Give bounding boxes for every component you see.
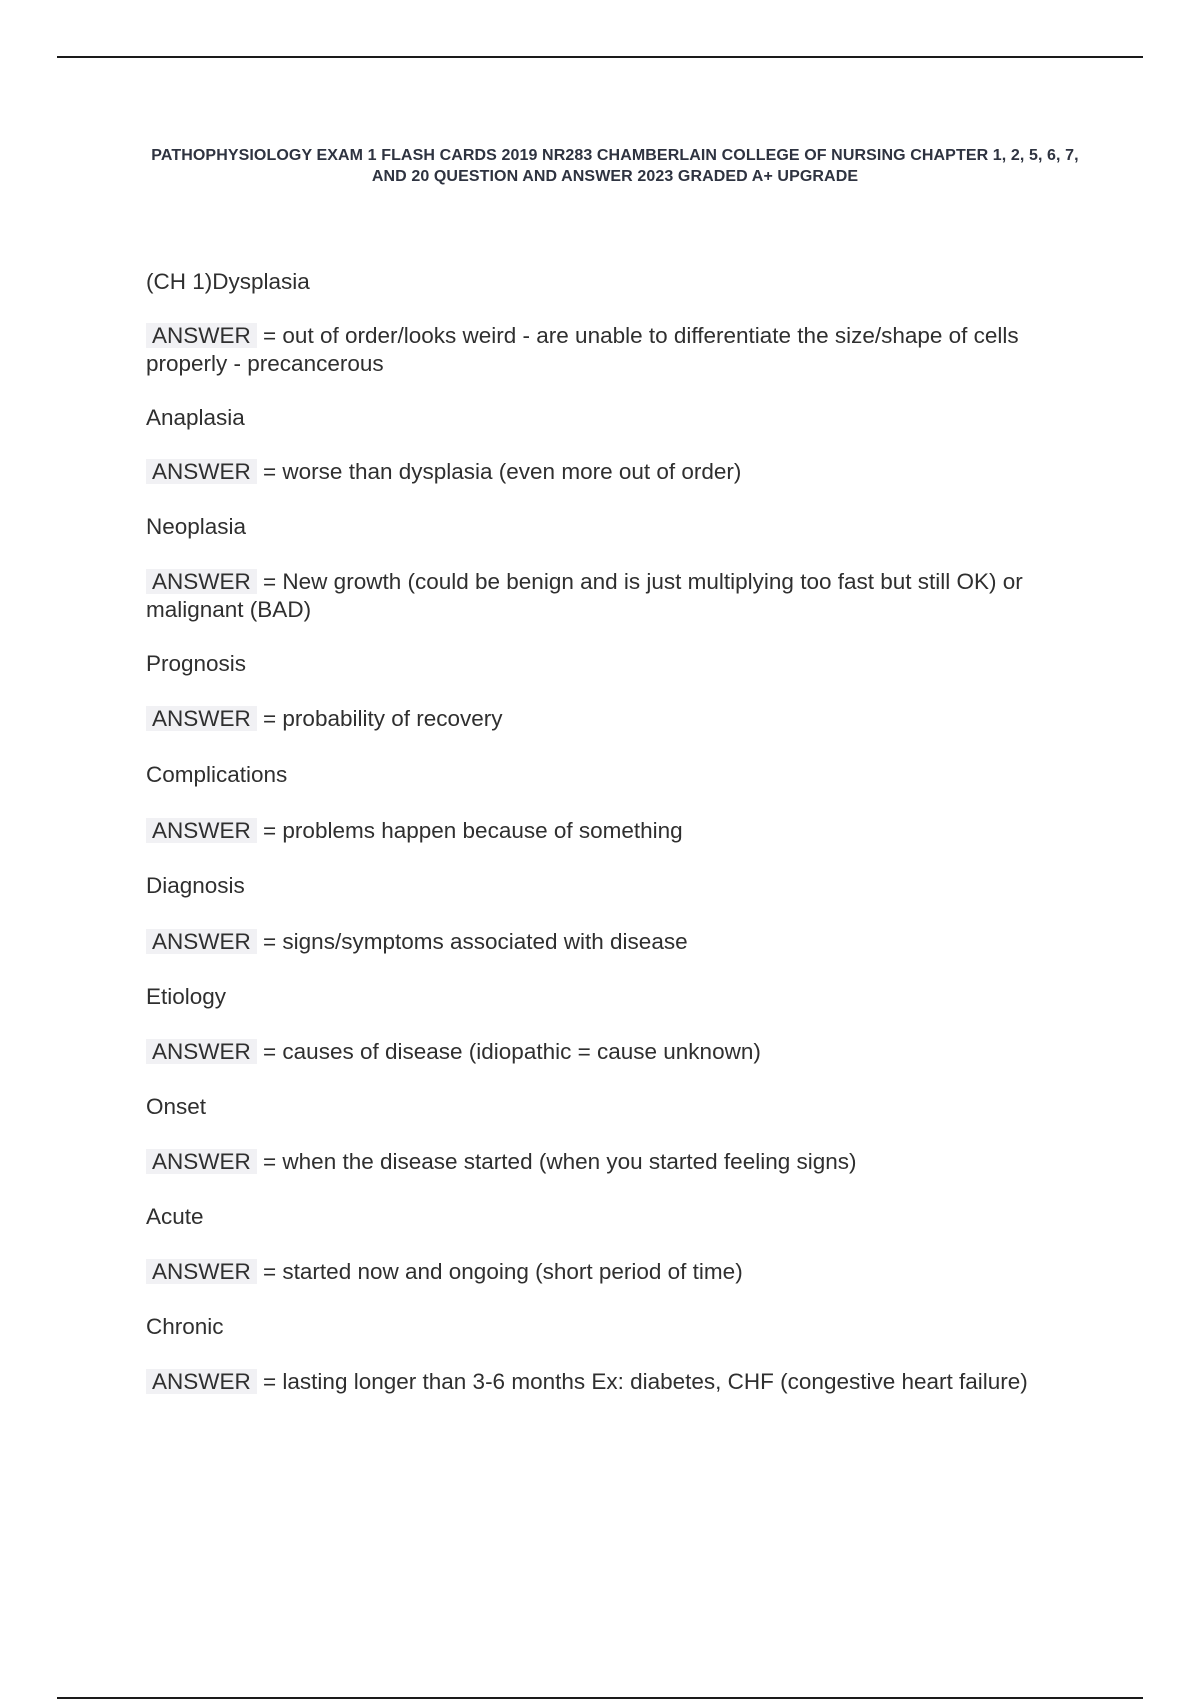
answer-label: ANSWER bbox=[146, 706, 257, 731]
card-term: Anaplasia bbox=[146, 405, 245, 430]
answer-label: ANSWER bbox=[146, 1039, 257, 1064]
card-term: Chronic bbox=[146, 1314, 224, 1339]
card-term: Complications bbox=[146, 762, 288, 787]
answer-label: ANSWER bbox=[146, 323, 257, 348]
card-term: Etiology bbox=[146, 984, 227, 1009]
card-answer-text: = out of order/looks weird - are unable to differentiate the size/shape of cells properly - precancerous bbox=[146, 323, 1019, 376]
card-answer bbox=[146, 705, 1096, 733]
card-answer bbox=[146, 817, 1096, 845]
card-answer-text: = causes of disease (idiopathic = cause unknown) bbox=[263, 1039, 761, 1064]
answer-label: ANSWER bbox=[146, 818, 257, 843]
card-answer bbox=[146, 322, 1096, 378]
card-term: Onset bbox=[146, 1094, 207, 1119]
card-term: Neoplasia bbox=[146, 514, 247, 539]
flash-card-list bbox=[146, 268, 1096, 1396]
answer-label: ANSWER bbox=[146, 929, 257, 954]
card-answer-text: = signs/symptoms associated with disease bbox=[263, 929, 688, 954]
card-term: (CH 1)Dysplasia bbox=[146, 269, 310, 294]
card-answer-text: = probability of recovery bbox=[263, 706, 503, 731]
card-answer-text: = New growth (could be benign and is just multiplying too fast but still OK) or malignant (BAD) bbox=[146, 569, 1023, 622]
bottom-rule bbox=[57, 1697, 1143, 1699]
answer-label: ANSWER bbox=[146, 1259, 257, 1284]
answer-label: ANSWER bbox=[146, 459, 257, 484]
card-answer bbox=[146, 1258, 1096, 1286]
card-answer bbox=[146, 458, 1096, 486]
top-rule bbox=[57, 56, 1143, 58]
card-answer bbox=[146, 568, 1096, 624]
document-title: PATHOPHYSIOLOGY EXAM 1 FLASH CARDS 2019 NR283 CHAMBERLAIN COLLEGE OF NURSING CHAPTER 1, 2, 5, 6, 7, AND 20 QUESTION AND ANSWER 2023 GRADED A+ UPGRADE bbox=[151, 147, 1079, 185]
card-answer bbox=[146, 928, 1096, 956]
answer-label: ANSWER bbox=[146, 569, 257, 594]
card-term: Prognosis bbox=[146, 651, 247, 676]
answer-label: ANSWER bbox=[146, 1149, 257, 1174]
card-answer-text: = when the disease started (when you started feeling signs) bbox=[263, 1149, 857, 1174]
card-answer bbox=[146, 1148, 1096, 1176]
card-answer-text: = worse than dysplasia (even more out of order) bbox=[263, 459, 742, 484]
card-term: Diagnosis bbox=[146, 873, 245, 898]
card-answer-text: = problems happen because of something bbox=[263, 818, 683, 843]
card-term: Acute bbox=[146, 1204, 204, 1229]
card-answer-text: = started now and ongoing (short period of time) bbox=[263, 1259, 743, 1284]
card-answer-text: = lasting longer than 3-6 months Ex: diabetes, CHF (congestive heart failure) bbox=[263, 1369, 1028, 1394]
card-answer bbox=[146, 1368, 1096, 1396]
card-answer bbox=[146, 1038, 1096, 1066]
answer-label: ANSWER bbox=[146, 1369, 257, 1394]
